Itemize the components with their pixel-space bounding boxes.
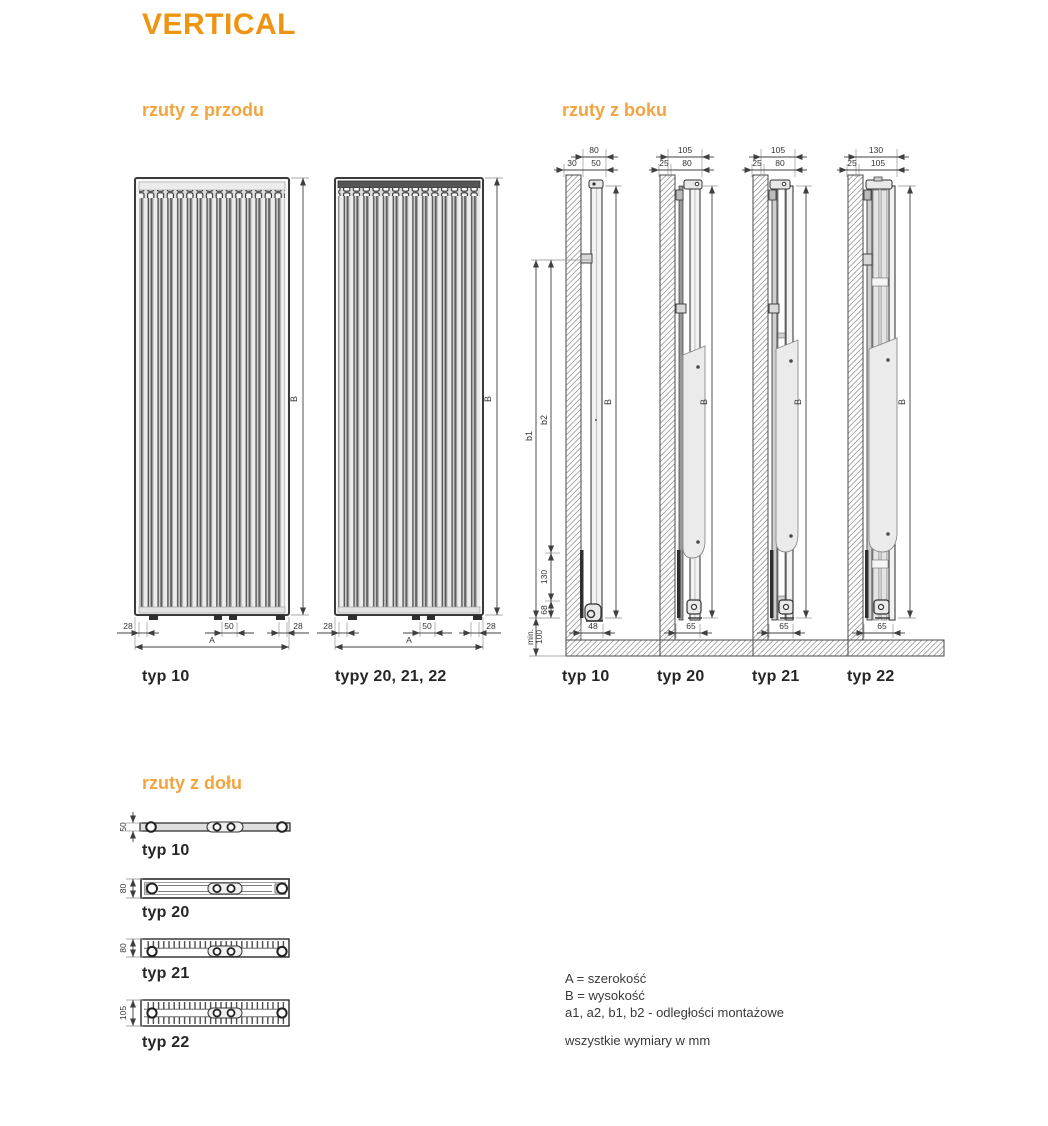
- pipe-connection: [147, 1008, 156, 1017]
- dim-top-rows: [742, 145, 807, 177]
- dim-label: B: [483, 395, 493, 403]
- dim-label: 105: [770, 145, 786, 155]
- bottom-view-typ10: [118, 812, 290, 842]
- bottom-rail: [580, 550, 584, 618]
- dim-label: 80: [589, 145, 599, 155]
- dim-bottom-chain: [117, 617, 309, 650]
- bottom-rail: [770, 550, 774, 618]
- dim-label: 65: [779, 621, 789, 631]
- dim-label: 80: [118, 943, 128, 953]
- dim-depth: [118, 812, 142, 842]
- legend-note-units: wszystkie wymiary w mm: [565, 1033, 711, 1048]
- side-view-typ20: [649, 145, 756, 656]
- pipe-connection: [147, 947, 156, 956]
- pipe-connection: [213, 885, 220, 892]
- dim-label: 65: [877, 621, 887, 631]
- dim-label: 28: [293, 621, 303, 631]
- dim-label: 65: [686, 621, 696, 631]
- vertical-fins: [139, 198, 285, 607]
- wall-section: [753, 175, 768, 640]
- pipe-connection: [227, 823, 234, 830]
- pipe-connection: [277, 947, 286, 956]
- pipe-connection: [228, 948, 235, 955]
- dim-label: 50: [591, 158, 601, 168]
- top-cap: [684, 180, 702, 189]
- legend-line-height: B = wysokość: [565, 988, 645, 1003]
- dim-label: 50: [422, 621, 432, 631]
- dim-label: 28: [323, 621, 333, 631]
- top-cap: [770, 180, 790, 189]
- wall-bracket: [769, 304, 779, 313]
- dim-height-B: [483, 178, 503, 615]
- dim-label: min.: [525, 628, 535, 646]
- bottom-view-typ22: [118, 1000, 289, 1026]
- dim-label: 28: [123, 621, 133, 631]
- dim-label: B: [793, 398, 803, 406]
- fin-caps-row: [139, 190, 285, 198]
- dim-label: B: [699, 398, 709, 406]
- bottom-rail: [865, 550, 869, 618]
- dim-height-B: [289, 178, 309, 615]
- dim-label: B: [289, 395, 299, 403]
- dim-label: 100: [534, 629, 544, 645]
- dim-bottom-chain: [317, 617, 501, 650]
- dim-label: 80: [775, 158, 785, 168]
- pipe-connection: [227, 885, 234, 892]
- dim-depth: [118, 879, 143, 898]
- wall-bracket: [676, 304, 686, 313]
- top-cap: [589, 180, 603, 188]
- pipe-connection: [277, 1008, 286, 1017]
- dim-top-rows: [554, 145, 618, 177]
- dim-height-B: [793, 186, 812, 618]
- floor-section: [753, 640, 849, 656]
- dim-label: 48: [588, 621, 598, 631]
- dim-depth: [118, 939, 143, 957]
- dim-label: 50: [224, 621, 234, 631]
- side-label-typ10: typ 10: [562, 668, 610, 685]
- side-label-typ20: typ 20: [657, 668, 705, 685]
- dim-label: 80: [118, 883, 128, 894]
- vertical-fins: [338, 196, 480, 607]
- bottom-view-typ20: [118, 879, 289, 898]
- dim-label: 28: [486, 621, 496, 631]
- side-view-typ21: [742, 145, 849, 656]
- front-label-typ10: typ 10: [142, 668, 190, 685]
- dim-label: 25: [847, 158, 857, 168]
- pipe-connection: [277, 884, 287, 894]
- dim-label: 80: [682, 158, 692, 168]
- dim-label: 105: [677, 145, 693, 155]
- dim-label: 105: [870, 158, 886, 168]
- pipe-connection: [147, 884, 157, 894]
- pipe-connection: [228, 1010, 235, 1017]
- section-heading-side: rzuty z boku: [562, 100, 668, 120]
- legend-line-width: A = szerokość: [565, 971, 647, 986]
- mounting-cover: [776, 340, 798, 552]
- dim-height-B: [897, 186, 916, 618]
- top-clamp: [864, 190, 871, 200]
- dim-label: 30: [567, 158, 577, 168]
- dim-label: B: [897, 398, 907, 406]
- vent-plug: [592, 182, 595, 185]
- dim-label: 68: [539, 605, 549, 615]
- pipe-connection: [277, 822, 287, 832]
- mounting-cover: [869, 338, 897, 552]
- vent-plug: [782, 182, 786, 186]
- top-grille: [338, 181, 480, 188]
- bottom-rail: [677, 550, 681, 618]
- center-connection-plate: [207, 822, 243, 832]
- bottom-label-typ10: typ 10: [142, 842, 190, 859]
- dim-label: 130: [539, 569, 549, 585]
- front-view-typ10: [117, 178, 309, 650]
- bottom-view-typ21: [118, 939, 289, 957]
- side-label-typ21: typ 21: [752, 668, 800, 685]
- wall-section: [566, 175, 581, 640]
- bottom-label-typ20: typ 20: [142, 904, 190, 921]
- top-cap: [866, 180, 892, 189]
- wall-section: [848, 175, 863, 640]
- side-view-typ10: [524, 145, 662, 656]
- dim-height-B: [603, 186, 622, 618]
- bottom-label-typ21: typ 21: [142, 965, 190, 982]
- fin-caps-row: [338, 188, 480, 196]
- dim-top-rows: [649, 145, 714, 177]
- top-clamp: [676, 190, 683, 200]
- vent-plug: [695, 182, 699, 186]
- mounting-cover: [683, 346, 705, 558]
- dim-label: A: [209, 635, 215, 645]
- pipe-connection: [214, 1010, 221, 1017]
- pipe-connection: [146, 822, 156, 832]
- dim-label: b2: [539, 414, 549, 426]
- dim-label: B: [603, 398, 613, 406]
- dim-label: 25: [659, 158, 669, 168]
- dim-label: A: [406, 635, 412, 645]
- top-clamp: [769, 190, 776, 200]
- dim-depth: [118, 1000, 143, 1026]
- section-heading-bottom: rzuty z dołu: [142, 773, 242, 793]
- side-label-typ22: typ 22: [847, 668, 895, 685]
- floor-section: [660, 640, 756, 656]
- side-view-typ22: [837, 145, 944, 656]
- dim-label: b1: [524, 430, 534, 442]
- page-title: VERTICAL: [142, 8, 296, 41]
- section-heading-front: rzuty z przodu: [142, 100, 264, 120]
- floor-section: [848, 640, 944, 656]
- dim-label: 130: [868, 145, 884, 155]
- pipe-connection: [213, 823, 220, 830]
- dim-label: 105: [118, 1005, 128, 1021]
- floor-section: [566, 640, 662, 656]
- wall-bracket: [581, 254, 592, 263]
- dim-label: 25: [752, 158, 762, 168]
- dim-label: 50: [118, 822, 128, 832]
- wall-section: [660, 175, 675, 640]
- wall-bracket: [863, 254, 872, 265]
- front-view-typ20-21-22: [317, 178, 503, 650]
- pipe-connection: [214, 948, 221, 955]
- bottom-label-typ22: typ 22: [142, 1034, 190, 1051]
- dim-top-rows: [837, 145, 909, 177]
- legend-line-mounting: a1, a2, b1, b2 - odległości montażowe: [565, 1005, 784, 1020]
- front-label-typ20-21-22: typy 20, 21, 22: [335, 668, 447, 685]
